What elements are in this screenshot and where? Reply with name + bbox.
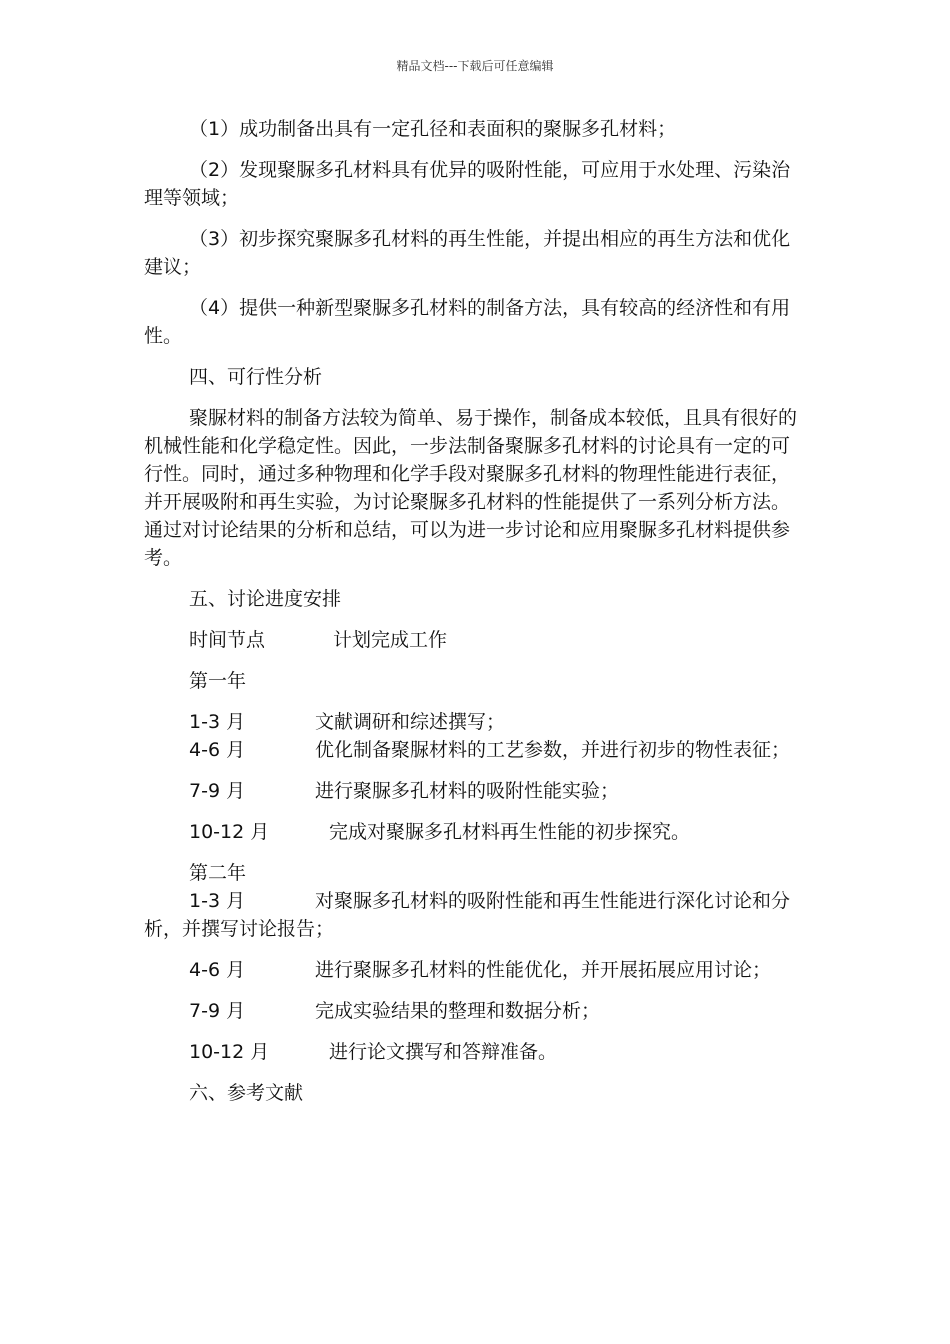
schedule-header-row <box>189 626 804 654</box>
feasibility-paragraph: 聚脲材料的制备方法较为简单、易于操作，制备成本较低，且具有很好的机械性能和化学稳定性。因此，一步法制备聚脲多孔材料的讨论具有一定的可行性。同时，通过多种物理和化学手段对聚脲多孔材料的物理性能进行表征，并开展吸附和再生实验，为讨论聚脲多孔材料的性能提供了一系列分析方法。通过对讨论结果的分析和总结，可以为进一步讨论和应用聚脲多孔材料提供参考。 <box>144 407 798 569</box>
schedule-header-time: 时间节点 <box>189 629 266 651</box>
document-body <box>144 115 804 1107</box>
schedule-row <box>189 997 804 1025</box>
goal-item-3: （3）初步探究聚脲多孔材料的再生性能，并提出相应的再生方法和优化建议； <box>144 228 791 278</box>
section-heading-references: 六、参考文献 <box>189 1082 304 1104</box>
year-label-1: 第一年 <box>189 670 247 692</box>
schedule-time: 4-6 月 <box>189 959 246 981</box>
schedule-row <box>189 708 804 736</box>
goal-item-4: （4）提供一种新型聚脲多孔材料的制备方法，具有较高的经济性和有用性。 <box>144 297 791 347</box>
schedule-row <box>144 736 804 764</box>
schedule-time: 10-12 月 <box>189 821 270 843</box>
schedule-time: 1-3 月 <box>189 890 246 912</box>
schedule-time: 7-9 月 <box>189 780 246 802</box>
schedule-header-work: 计划完成工作 <box>333 629 448 651</box>
schedule-work: 完成实验结果的整理和数据分析； <box>315 1000 601 1022</box>
schedule-work: 文献调研和综述撰写； <box>315 711 506 733</box>
schedule-work: 进行聚脲多孔材料的吸附性能实验； <box>315 780 620 802</box>
schedule-row <box>189 777 804 805</box>
schedule-time: 7-9 月 <box>189 1000 246 1022</box>
schedule-row <box>144 887 804 943</box>
schedule-row <box>189 956 804 984</box>
goal-item-2: （2）发现聚脲多孔材料具有优异的吸附性能，可应用于水处理、污染治理等领域； <box>144 159 791 209</box>
schedule-work: 进行论文撰写和答辩准备。 <box>329 1041 558 1063</box>
schedule-time: 1-3 月 <box>189 711 246 733</box>
goal-item-1: （1）成功制备出具有一定孔径和表面积的聚脲多孔材料； <box>189 118 677 140</box>
schedule-time: 10-12 月 <box>189 1041 270 1063</box>
schedule-work: 进行聚脲多孔材料的性能优化，并开展拓展应用讨论； <box>315 959 772 981</box>
schedule-work: 完成对聚脲多孔材料再生性能的初步探究。 <box>329 821 691 843</box>
schedule-time: 4-6 月 <box>189 739 246 761</box>
page-header: 精品文档---下载后可任意编辑 <box>396 59 554 73</box>
section-heading-feasibility: 四、可行性分析 <box>189 366 323 388</box>
schedule-row <box>189 818 804 846</box>
schedule-work: 对聚脲多孔材料的吸附性能和再生性能进行深化讨论和分析，并撰写讨论报告； <box>144 890 791 940</box>
year-label-2: 第二年 <box>189 862 247 884</box>
schedule-row <box>189 1038 804 1066</box>
schedule-work: 优化制备聚脲材料的工艺参数，并进行初步的物性表征； <box>315 739 791 761</box>
section-heading-schedule: 五、讨论进度安排 <box>189 588 342 610</box>
